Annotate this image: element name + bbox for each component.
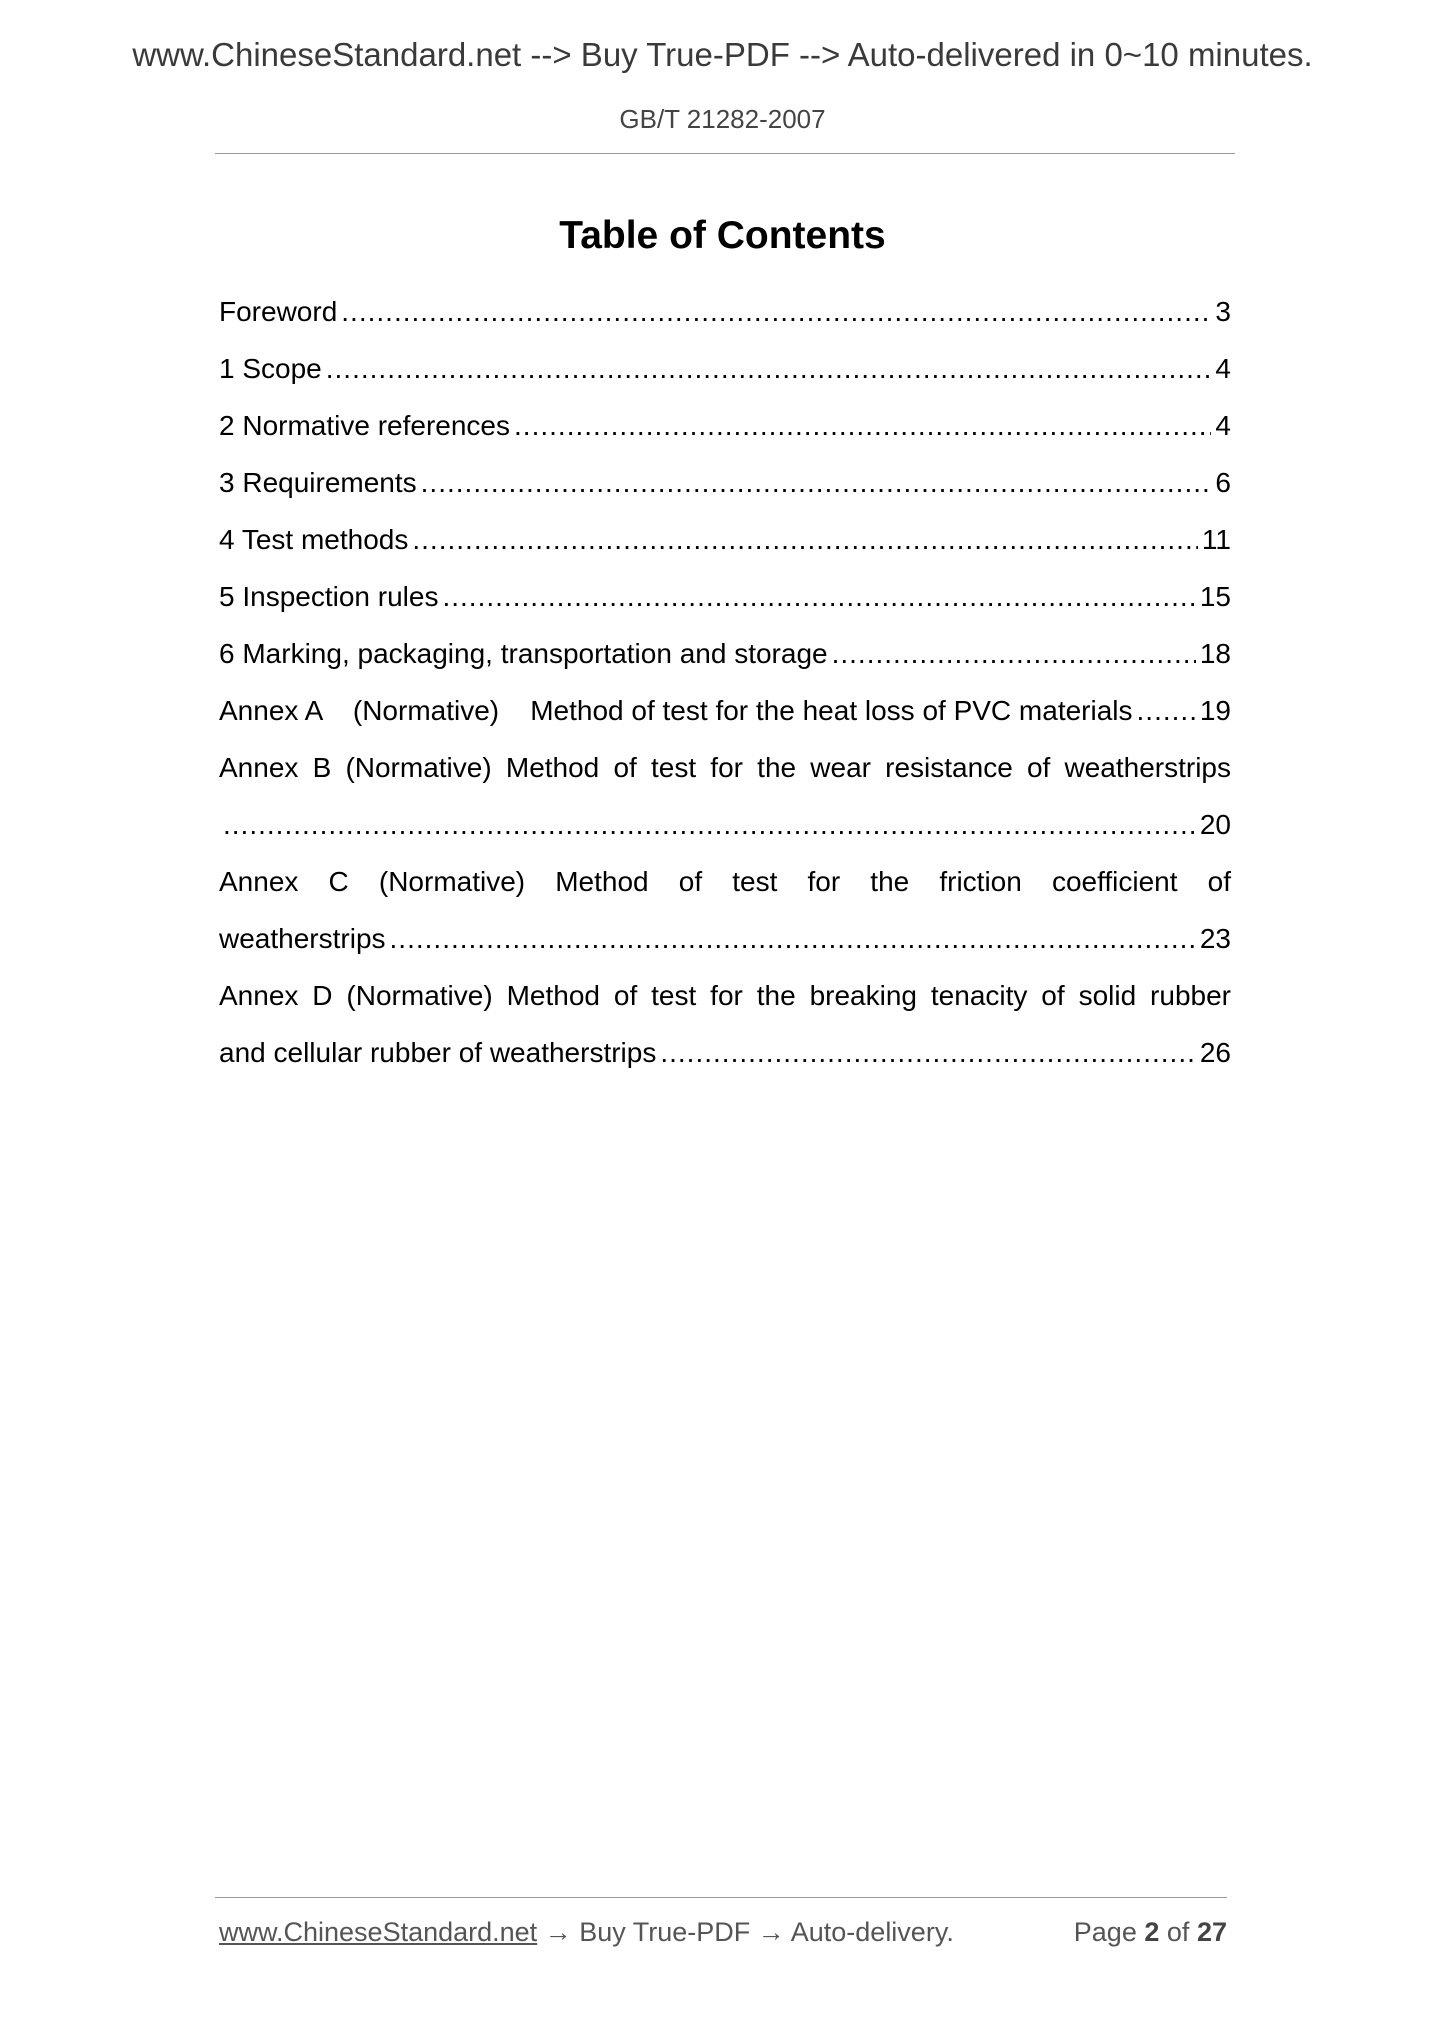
toc-entry-annex-c[interactable] [219,853,1231,967]
toc-entry-title: 4 Test methods [219,524,409,555]
toc-entry-page: 11 [1201,524,1231,555]
table-of-contents [219,283,1231,1081]
toc-leader-dots [223,796,1196,853]
document-code: GB/T 21282-2007 [619,104,826,134]
toc-heading: Table of Contents [559,214,886,257]
toc-leader-dots [326,340,1212,397]
toc-entry-annex-b[interactable] [219,739,1231,853]
page-footer [219,1917,1227,1948]
toc-entry-title: Annex A (Normative) Method of test for the heat loss of PVC materials [219,695,1133,726]
toc-entry-page: 4 [1215,410,1231,441]
toc-entry-title: 1 Scope [219,353,322,384]
toc-entry-marking-packaging[interactable] [219,625,1231,682]
header-divider [215,153,1235,154]
toc-entry-page: 23 [1199,923,1231,954]
toc-entry-title: Annex B (Normative) Method of test for the wear resistance of weatherstrips [219,752,1231,783]
toc-entry-annex-d[interactable] [219,967,1231,1081]
toc-entry-title: 5 Inspection rules [219,581,439,612]
toc-entry-title: Annex D (Normative) Method of test for the breaking tenacity of solid rubber [219,980,1231,1011]
toc-entry-title: 3 Requirements [219,467,417,498]
toc-entry-page: 4 [1215,353,1231,384]
toc-leader-dots [412,511,1198,568]
toc-leader-dots [832,625,1196,682]
footer-tagline: → Buy True-PDF → Auto-delivery. [537,1917,954,1947]
toc-leader-dots [341,283,1211,340]
toc-entry-page: 18 [1199,638,1231,669]
page-number [1074,1917,1227,1948]
toc-leader-dots [660,1024,1196,1081]
toc-leader-dots [421,454,1212,511]
toc-entry-title: 2 Normative references [219,410,511,441]
toc-entry-title: Annex C (Normative) Method of test for the friction coefficient of [219,866,1231,897]
toc-leader-dots [390,910,1196,967]
toc-entry-test-methods[interactable] [219,511,1231,568]
site-banner: www.ChineseStandard.net --> Buy True-PDF --> Auto-delivered in 0~10 minutes. [132,36,1313,73]
page-total: 27 [1196,1917,1227,1947]
toc-entry-foreword[interactable] [219,283,1231,340]
toc-entry-page: 20 [1199,809,1231,840]
toc-entry-normative-references[interactable] [219,397,1231,454]
toc-entry-title-continued: weatherstrips [219,923,386,954]
toc-leader-dots [514,397,1211,454]
toc-entry-requirements[interactable] [219,454,1231,511]
page-label: Page [1073,1917,1137,1947]
toc-entry-title: Foreword [219,296,338,327]
toc-entry-annex-a[interactable] [219,682,1231,739]
toc-entry-page: 26 [1199,1037,1231,1068]
footer-site-link[interactable]: www.ChineseStandard.net [219,1917,538,1947]
toc-entry-scope[interactable] [219,340,1231,397]
toc-entry-title-continued: and cellular rubber of weatherstrips [219,1037,657,1068]
page-of-label: of [1166,1917,1190,1947]
footer-divider [215,1897,1227,1898]
toc-entry-page: 15 [1199,581,1231,612]
toc-entry-title: 6 Marking, packaging, transportation and storage [219,638,828,669]
page-current: 2 [1144,1917,1160,1947]
toc-entry-page: 3 [1215,296,1231,327]
toc-leader-dots [1137,682,1196,739]
toc-entry-page: 19 [1199,695,1231,726]
toc-leader-dots [442,568,1195,625]
toc-entry-inspection-rules[interactable] [219,568,1231,625]
toc-entry-page: 6 [1215,467,1231,498]
